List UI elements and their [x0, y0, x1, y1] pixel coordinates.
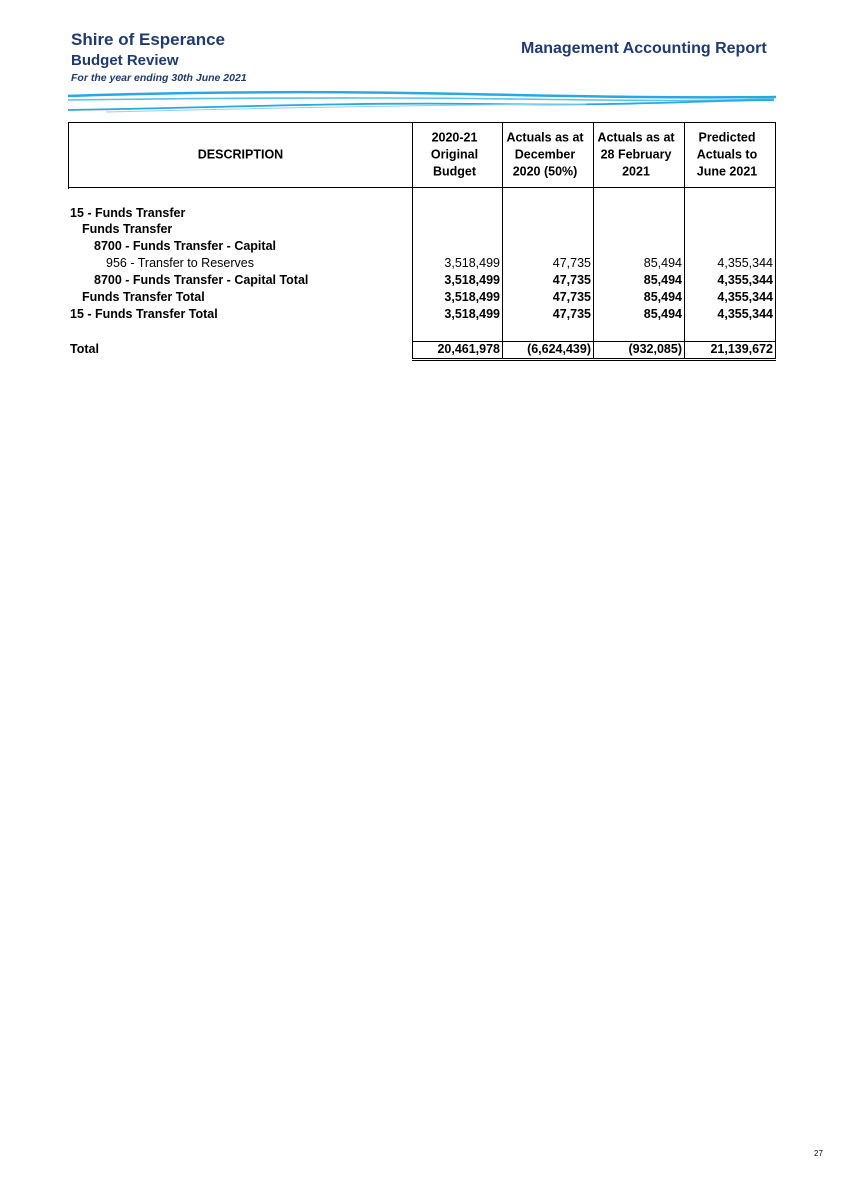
cell-predicted-actuals: 4,355,344 — [717, 256, 773, 270]
header-swoosh-decoration — [66, 88, 778, 114]
organisation-name: Shire of Esperance — [71, 30, 226, 49]
row-label: 15 - Funds Transfer — [70, 206, 186, 220]
cell-predicted-actuals: 4,355,344 — [717, 307, 773, 321]
cell-actuals-december: 47,735 — [552, 273, 591, 287]
row-label: 8700 - Funds Transfer - Capital — [94, 239, 276, 253]
cell-actuals-december: 47,735 — [552, 256, 591, 270]
table-row — [68, 307, 776, 324]
total-double-rule — [412, 360, 776, 361]
total-actuals-february: (932,085) — [628, 342, 682, 356]
column-header-original-budget: 2020-21 Original Budget — [412, 122, 502, 188]
report-period: For the year ending 30th June 2021 — [71, 72, 247, 84]
column-header-predicted-actuals: Predicted Actuals to June 2021 — [684, 122, 776, 188]
cell-actuals-february: 85,494 — [643, 290, 682, 304]
table-row — [68, 256, 776, 273]
cell-actuals-february: 85,494 — [643, 256, 682, 270]
cell-actuals-february: 85,494 — [643, 307, 682, 321]
row-label: Funds Transfer Total — [82, 290, 205, 304]
page-number: 27 — [814, 1149, 823, 1158]
total-actuals-december: (6,624,439) — [527, 342, 591, 356]
column-header-actuals-february: Actuals as at 28 February 2021 — [593, 122, 684, 188]
column-divider — [68, 188, 69, 189]
cell-actuals-december: 47,735 — [552, 307, 591, 321]
table-row — [68, 222, 776, 239]
row-label: 8700 - Funds Transfer - Capital Total — [94, 273, 309, 287]
total-predicted-actuals: 21,139,672 — [710, 342, 773, 356]
report-title: Management Accounting Report — [521, 40, 767, 57]
table-row — [68, 206, 776, 223]
cell-original-budget: 3,518,499 — [444, 256, 500, 270]
row-label: Funds Transfer — [82, 222, 173, 236]
column-header-actuals-december: Actuals as at December 2020 (50%) — [502, 122, 593, 188]
column-header-description: DESCRIPTION — [68, 122, 412, 188]
cell-actuals-december: 47,735 — [552, 290, 591, 304]
cell-original-budget: 3,518,499 — [444, 307, 500, 321]
total-original-budget: 20,461,978 — [437, 342, 500, 356]
row-label: 956 - Transfer to Reserves — [106, 256, 254, 270]
table-row — [68, 239, 776, 256]
cell-predicted-actuals: 4,355,344 — [717, 290, 773, 304]
row-label: 15 - Funds Transfer Total — [70, 307, 218, 321]
cell-predicted-actuals: 4,355,344 — [717, 273, 773, 287]
cell-original-budget: 3,518,499 — [444, 290, 500, 304]
cell-original-budget: 3,518,499 — [444, 273, 500, 287]
cell-actuals-february: 85,494 — [643, 273, 682, 287]
table-row — [68, 273, 776, 290]
total-label: Total — [70, 342, 99, 356]
total-bottom-rule — [412, 358, 776, 359]
total-row — [68, 342, 776, 359]
report-subtitle: Budget Review — [71, 52, 179, 69]
table-row — [68, 290, 776, 307]
